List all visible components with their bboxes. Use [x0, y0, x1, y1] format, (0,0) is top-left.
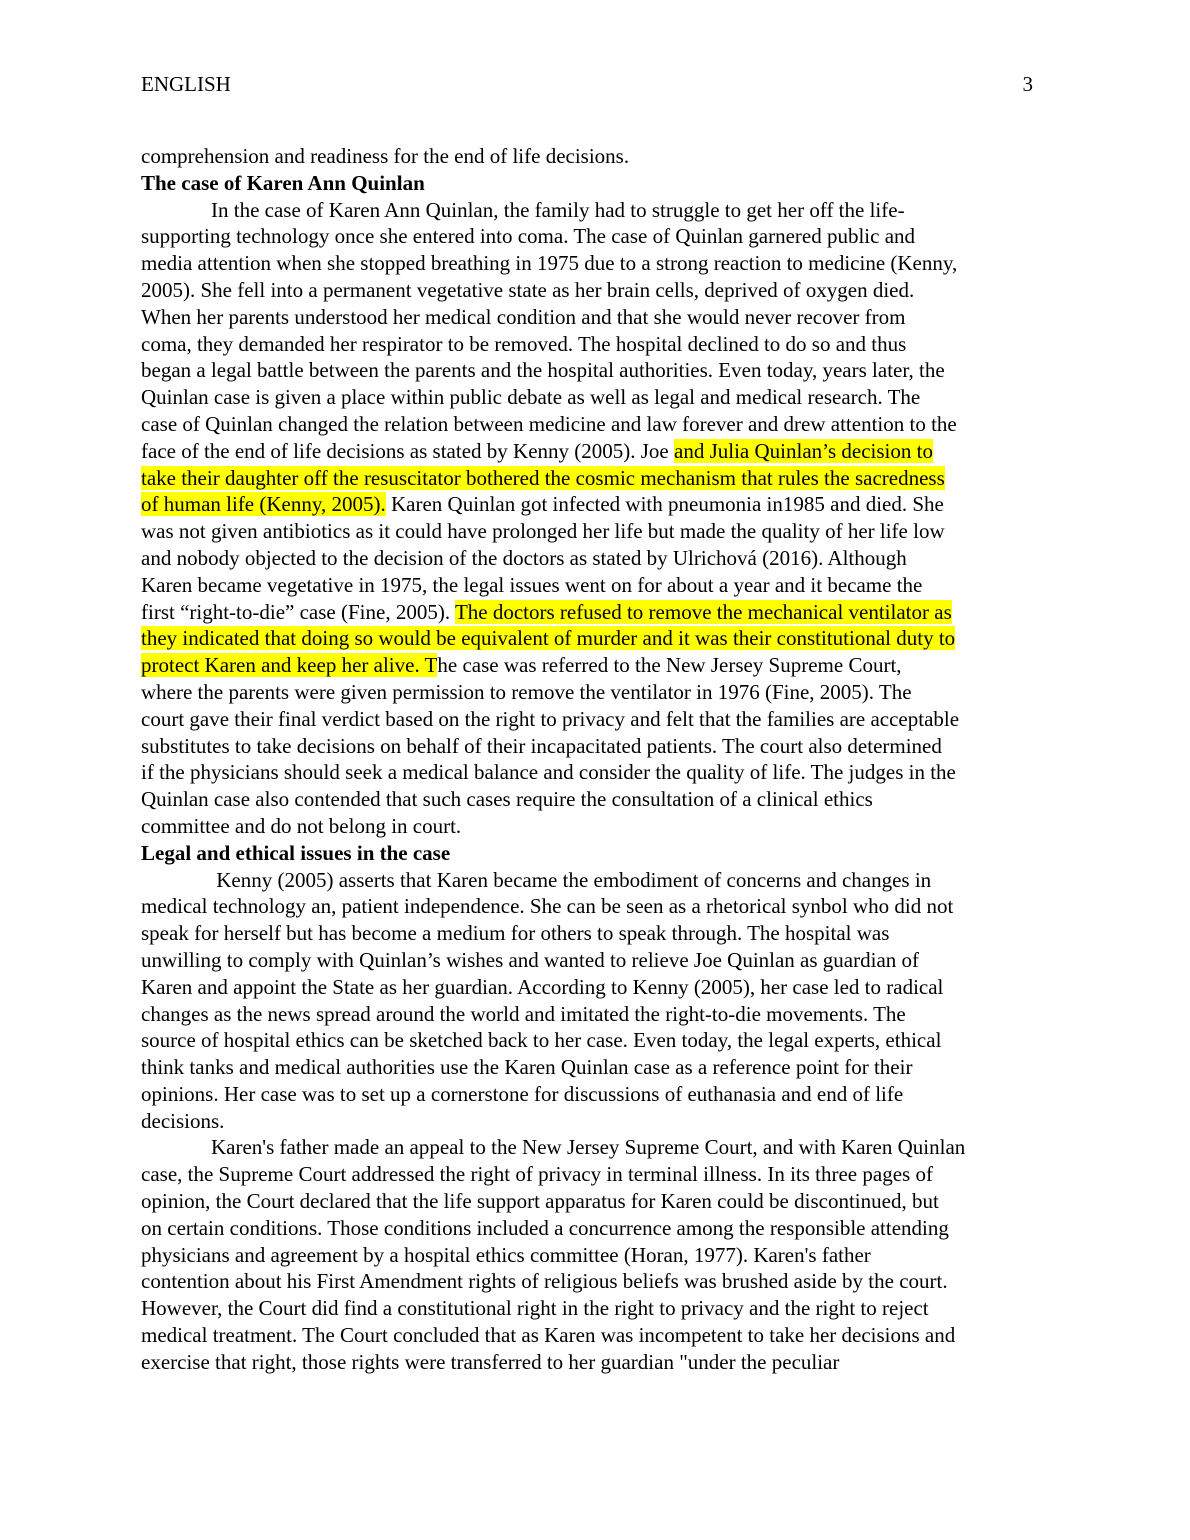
text-line: However, the Court did find a constitutional right in the right to privacy and the right to reject	[141, 1296, 929, 1321]
text-line: exercise that right, those rights were transferred to her guardian "under the peculiar	[141, 1349, 840, 1374]
text-line: unwilling to comply with Quinlan’s wishes and wanted to relieve Joe Quinlan as guardian of	[141, 947, 920, 972]
page-number: 3	[1022, 72, 1033, 96]
quinlan-case-paragraph	[141, 197, 1053, 840]
text-line: 2005). She fell into a permanent vegetative state as her brain cells, deprived of oxygen died.	[141, 277, 915, 302]
text-line: Quinlan case also contended that such cases require the consultation of a clinical ethics	[141, 787, 873, 812]
highlighted-text: and Julia Quinlan’s decision to	[674, 438, 933, 463]
highlighted-text: The doctors refused to remove the mechanical ventilator as	[454, 599, 952, 624]
text-line: opinions. Her case was to set up a cornerstone for discussions of euthanasia and end of life	[141, 1081, 904, 1106]
highlighted-text: of human life (Kenny, 2005).	[141, 492, 386, 517]
text-line: speak for herself but has become a medium for others to speak through. The hospital was	[141, 921, 890, 946]
text-line	[141, 491, 1053, 518]
text-line	[141, 652, 1053, 679]
page-header	[141, 71, 1033, 98]
text-line: where the parents were given permission to remove the ventilator in 1976 (Fine, 2005). The	[141, 679, 912, 704]
text-line: physicians and agreement by a hospital ethics committee (Horan, 1977). Karen's father	[141, 1242, 871, 1267]
text-line	[141, 465, 1053, 492]
highlighted-text: they indicated that doing so would be equivalent of murder and it was their constitutional duty to	[141, 626, 956, 651]
text-line	[141, 625, 1053, 652]
text-line: medical treatment. The Court concluded that as Karen was incompetent to take her decisions and	[141, 1323, 956, 1348]
text-line: opinion, the Court declared that the life support apparatus for Karen could be discontinued, but	[141, 1189, 939, 1214]
text-line	[141, 599, 1053, 626]
text-run: first “right-to-die” case (Fine, 2005).	[141, 599, 455, 624]
text-line: on certain conditions. Those conditions included a concurrence among the responsible attending	[141, 1215, 949, 1240]
legal-ethical-paragraph-1	[141, 867, 1053, 1135]
section-heading-legal-ethical: Legal and ethical issues in the case	[141, 840, 451, 865]
text-line: began a legal battle between the parents and the hospital authorities. Even today, years later, the	[141, 358, 945, 383]
text-line: case of Quinlan changed the relation between medicine and law forever and drew attention to the	[141, 411, 957, 436]
text-line: Karen and appoint the State as her guardian. According to Kenny (2005), her case led to radical	[141, 974, 944, 999]
text-line: Kenny (2005) asserts that Karen became the embodiment of concerns and changes in	[211, 867, 932, 892]
text-line: source of hospital ethics can be sketched back to her case. Even today, the legal experts, ethical	[141, 1028, 942, 1053]
text-run: face of the end of life decisions as stated by Kenny (2005). Joe	[141, 438, 674, 463]
text-line: Quinlan case is given a place within public debate as well as legal and medical research. The	[141, 385, 921, 410]
text-line: decisions.	[141, 1108, 225, 1133]
text-line: substitutes to take decisions on behalf of their incapacitated patients. The court also determined	[141, 733, 942, 758]
text-line: In the case of Karen Ann Quinlan, the family had to struggle to get her off the life-	[211, 197, 905, 222]
text-line: coma, they demanded her respirator to be removed. The hospital declined to do so and thus	[141, 331, 907, 356]
document-body	[141, 143, 1053, 1376]
text-line: Karen's father made an appeal to the New Jersey Supreme Court, and with Karen Quinlan	[211, 1135, 966, 1160]
text-line: When her parents understood her medical condition and that she would never recover from	[141, 304, 906, 329]
text-line	[141, 438, 1053, 465]
text-line: committee and do not belong in court.	[141, 813, 462, 838]
text-line: was not given antibiotics as it could have prolonged her life but made the quality of her life low	[141, 519, 945, 544]
text-line: changes as the news spread around the world and imitated the right-to-die movements. The	[141, 1001, 906, 1026]
text-line: court gave their final verdict based on the right to privacy and felt that the families are acceptable	[141, 706, 960, 731]
highlighted-text: protect Karen and keep her alive. T	[141, 653, 438, 678]
text-line: case, the Supreme Court addressed the right of privacy in terminal illness. In its three pages of	[141, 1162, 933, 1187]
text-run: he case was referred to the New Jersey Supreme Court,	[437, 653, 902, 678]
highlighted-text: take their daughter off the resuscitator bothered the cosmic mechanism that rules the sacredness	[141, 465, 945, 490]
section-heading-quinlan-case: The case of Karen Ann Quinlan	[141, 170, 425, 195]
text-line: comprehension and readiness for the end of life decisions.	[141, 144, 630, 168]
text-line: contention about his First Amendment rights of religious beliefs was brushed aside by the court.	[141, 1269, 948, 1294]
text-line: Karen became vegetative in 1975, the legal issues went on for about a year and it became the	[141, 572, 923, 597]
legal-ethical-paragraph-2	[141, 1134, 1053, 1375]
text-run: Karen Quinlan got infected with pneumonia in1985 and died. She	[385, 492, 944, 517]
intro-tail-paragraph	[141, 143, 1053, 170]
text-line: and nobody objected to the decision of the doctors as stated by Ulrichová (2016). Although	[141, 545, 907, 570]
text-line: media attention when she stopped breathing in 1975 due to a strong reaction to medicine (Kenny,	[141, 251, 958, 276]
text-line: if the physicians should seek a medical balance and consider the quality of life. The judges in the	[141, 760, 956, 785]
text-line: think tanks and medical authorities use the Karen Quinlan case as a reference point for their	[141, 1055, 913, 1080]
text-line: supporting technology once she entered into coma. The case of Quinlan garnered public and	[141, 224, 916, 249]
running-head: ENGLISH	[141, 72, 231, 96]
text-line: medical technology an, patient independence. She can be seen as a rhetorical synbol who did not	[141, 894, 954, 919]
